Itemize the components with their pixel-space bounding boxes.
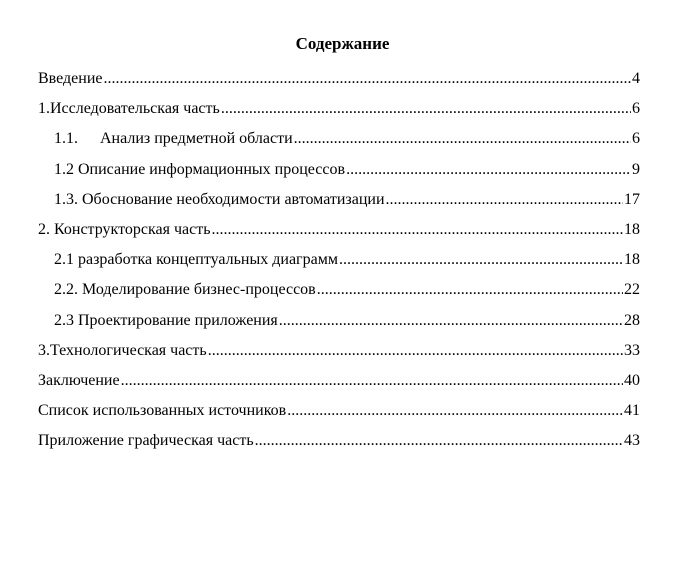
toc-entry[interactable] [38, 94, 640, 124]
toc-dot-leader [212, 215, 624, 245]
toc-dot-leader [386, 185, 623, 215]
toc-page-number: 41 [624, 402, 640, 420]
toc-entry[interactable] [38, 426, 640, 456]
toc-dot-leader [104, 64, 632, 94]
toc-page-number: 28 [624, 311, 640, 329]
toc-entry-text: Список использованных источников [38, 402, 287, 420]
toc-dot-leader [287, 396, 623, 426]
toc-page-number: 22 [624, 281, 640, 299]
toc-dot-leader [208, 336, 623, 366]
toc-page-number: 43 [624, 432, 640, 450]
toc-entry[interactable] [38, 275, 640, 305]
toc-entry-text: 1.2 Описание информационных процессов [54, 160, 346, 178]
toc-dot-leader [339, 245, 623, 275]
toc-entry[interactable] [38, 155, 640, 185]
toc-page-number: 4 [632, 70, 640, 87]
toc-entry[interactable] [38, 215, 640, 245]
toc-entry-text: 3.Технологическая часть [38, 341, 207, 359]
toc-page-number: 9 [632, 160, 640, 178]
toc-page-number: 33 [624, 341, 640, 359]
toc-dot-leader [279, 306, 623, 336]
toc-entry[interactable] [38, 64, 640, 94]
toc-dot-leader [346, 155, 631, 185]
toc-dot-leader [317, 275, 623, 305]
toc-dot-leader [294, 124, 631, 154]
toc-entry-text: 2.2. Моделирование бизнес-процессов [54, 281, 316, 299]
toc-entry-text: 1.Исследовательская часть [38, 100, 220, 118]
toc-entry[interactable] [38, 124, 640, 154]
table-of-contents [38, 64, 640, 456]
toc-entry[interactable] [38, 396, 640, 426]
toc-page-number: 18 [624, 251, 640, 269]
toc-entry-text: 2.3 Проектирование приложения [54, 311, 278, 329]
toc-entry-text: Анализ предметной области [100, 130, 293, 148]
toc-entry[interactable] [38, 245, 640, 275]
toc-page-number: 40 [624, 371, 640, 389]
toc-dot-leader [221, 94, 631, 124]
toc-entry-number: 1.1. [54, 130, 78, 148]
toc-dot-leader [121, 366, 623, 396]
toc-entry[interactable] [38, 306, 640, 336]
toc-entry[interactable] [38, 366, 640, 396]
toc-page-number: 18 [624, 220, 640, 238]
toc-entry-text: Приложение графическая часть [38, 432, 254, 450]
toc-page-number: 6 [632, 100, 640, 118]
toc-entry-text: Заключение [38, 371, 120, 389]
toc-entry-text: 1.3. Обоснование необходимости автоматизации [54, 190, 385, 208]
toc-page-number: 17 [624, 190, 640, 208]
toc-entry[interactable] [38, 336, 640, 366]
toc-title: Содержание [295, 34, 390, 53]
toc-entry[interactable] [38, 185, 640, 215]
toc-entry-text: 2. Конструкторская часть [38, 220, 211, 238]
toc-dot-leader [255, 426, 623, 456]
toc-entry-text: 2.1 разработка концептуальных диаграмм [54, 251, 338, 269]
toc-page-number: 6 [632, 130, 640, 148]
toc-entry-text: Введение [38, 70, 103, 87]
